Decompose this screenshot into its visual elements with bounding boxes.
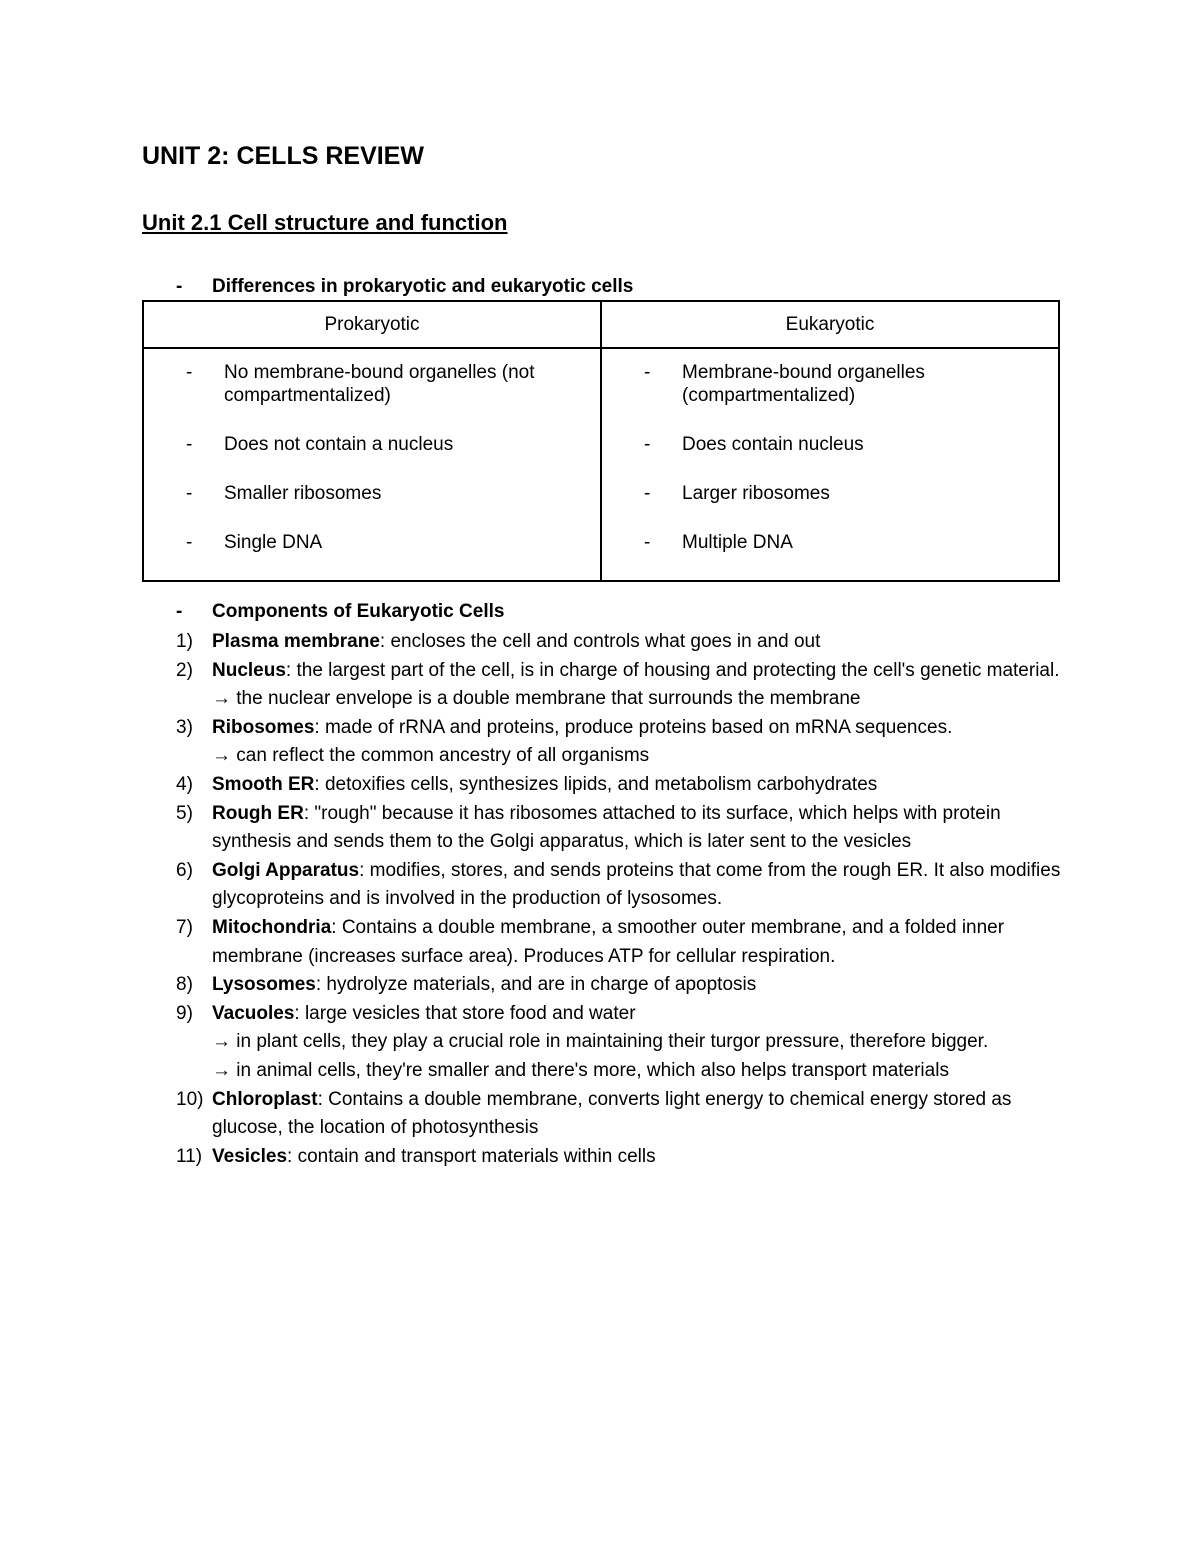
list-dash: -	[186, 532, 193, 553]
prokaryotic-item-text: Smaller ribosomes	[224, 483, 382, 504]
heading-dash: -	[176, 601, 183, 622]
eukaryotic-item-text: Multiple DNA	[682, 532, 793, 553]
heading-dash: -	[176, 276, 183, 297]
eukaryotic-list-item	[602, 361, 1048, 407]
prokaryotic-item-text: Does not contain a nucleus	[224, 434, 454, 455]
eukaryotic-item-text: Does contain nucleus	[682, 434, 864, 455]
column-header-eukaryotic: Eukaryotic	[601, 301, 1059, 348]
component-description: : Contains a double membrane, a smoother outer membrane, and a folded inner membrane (increases surface area). Produces ATP for cellular respiration.	[212, 916, 1005, 967]
component-term: Golgi Apparatus	[212, 859, 360, 881]
component-number: 10)	[176, 1088, 204, 1110]
component-body	[212, 1143, 1076, 1172]
list-dash: -	[644, 434, 651, 455]
prokaryotic-list-item	[144, 531, 590, 554]
component-description: : made of rRNA and proteins, produce proteins based on mRNA sequences.	[314, 716, 953, 738]
document-title: UNIT 2: CELLS REVIEW	[142, 142, 424, 170]
component-body	[212, 1000, 1076, 1086]
differences-heading-text: Differences in prokaryotic and eukaryotic cells	[212, 276, 634, 297]
section-title: Unit 2.1 Cell structure and function	[142, 210, 508, 235]
component-body	[212, 800, 1076, 857]
component-term: Chloroplast	[212, 1088, 318, 1110]
component-item	[176, 1000, 1076, 1086]
component-body	[212, 971, 1076, 1000]
list-dash: -	[186, 483, 193, 504]
component-term: Smooth ER	[212, 773, 315, 795]
eukaryotic-list	[602, 361, 1048, 554]
component-body	[212, 714, 1076, 771]
component-item	[176, 628, 1076, 657]
component-note: → in plant cells, they play a crucial role in maintaining their turgor pressure, therefore bigger.	[212, 1031, 989, 1053]
component-body	[212, 1086, 1076, 1143]
component-number: 1)	[176, 631, 193, 652]
component-body	[212, 628, 1076, 657]
prokaryotic-list	[144, 361, 590, 554]
component-body	[212, 771, 1076, 800]
component-item	[176, 971, 1076, 1000]
prokaryotic-cell	[143, 348, 601, 581]
component-number: 3)	[176, 716, 193, 738]
component-description: : large vesicles that store food and water	[294, 1002, 636, 1024]
component-description: : encloses the cell and controls what goes in and out	[379, 631, 821, 652]
differences-heading	[176, 276, 633, 298]
component-body	[212, 914, 1076, 971]
component-number: 6)	[176, 859, 193, 881]
component-item	[176, 657, 1076, 714]
component-number: 7)	[176, 916, 193, 938]
list-dash: -	[644, 362, 651, 383]
component-description: : Contains a double membrane, converts light energy to chemical energy stored as glucose, the location of photosynthesis	[212, 1088, 1012, 1139]
component-item	[176, 1086, 1076, 1143]
component-description: : detoxifies cells, synthesizes lipids, and metabolism carbohydrates	[314, 773, 878, 795]
component-term: Rough ER	[212, 802, 304, 824]
prokaryotic-item-text: Single DNA	[224, 532, 323, 553]
component-term: Vacuoles	[212, 1002, 295, 1024]
eukaryotic-item-text: Larger ribosomes	[682, 483, 830, 504]
components-list	[176, 628, 1076, 1171]
list-dash: -	[186, 434, 193, 455]
list-dash: -	[186, 362, 193, 383]
component-number: 2)	[176, 659, 193, 681]
prokaryotic-item-text: No membrane-bound organelles (not compartmentalized)	[224, 362, 535, 406]
component-description: : "rough" because it has ribosomes attached to its surface, which helps with protein synthesis and sends them to the Golgi apparatus, which is later sent to the vesicles	[212, 802, 1001, 853]
component-note: → can reflect the common ancestry of all organisms	[212, 745, 650, 767]
component-item	[176, 914, 1076, 971]
components-heading	[176, 601, 504, 623]
eukaryotic-cell	[601, 348, 1059, 581]
prokaryotic-list-item	[144, 361, 590, 407]
prokaryotic-list-item	[144, 482, 590, 505]
component-description: : contain and transport materials within cells	[287, 1145, 656, 1167]
list-dash: -	[644, 532, 651, 553]
component-description: : the largest part of the cell, is in charge of housing and protecting the cell's genetic material.	[285, 659, 1060, 681]
component-term: Lysosomes	[212, 974, 316, 996]
list-dash: -	[644, 483, 651, 504]
component-number: 4)	[176, 773, 193, 795]
component-number: 9)	[176, 1002, 193, 1024]
prokaryotic-list-item	[144, 433, 590, 456]
component-item	[176, 857, 1076, 914]
component-item	[176, 800, 1076, 857]
components-heading-text: Components of Eukaryotic Cells	[212, 601, 505, 622]
comparison-table	[142, 300, 1060, 582]
component-number: 8)	[176, 974, 193, 996]
component-item	[176, 771, 1076, 800]
component-term: Mitochondria	[212, 916, 332, 938]
component-number: 5)	[176, 802, 193, 824]
eukaryotic-list-item	[602, 433, 1048, 456]
component-item	[176, 714, 1076, 771]
component-term: Ribosomes	[212, 716, 315, 738]
component-term: Nucleus	[212, 659, 286, 681]
eukaryotic-item-text: Membrane-bound organelles (compartmentalized)	[682, 362, 925, 406]
component-term: Vesicles	[212, 1145, 288, 1167]
component-body	[212, 657, 1076, 714]
component-item	[176, 1143, 1076, 1172]
component-term: Plasma membrane	[212, 631, 380, 652]
eukaryotic-list-item	[602, 531, 1048, 554]
component-description: : hydrolyze materials, and are in charge of apoptosis	[315, 974, 757, 996]
component-description: : modifies, stores, and sends proteins that come from the rough ER. It also modifies glycoproteins and is involved in the production of lysosomes.	[212, 859, 1061, 910]
column-header-prokaryotic: Prokaryotic	[143, 301, 601, 348]
eukaryotic-list-item	[602, 482, 1048, 505]
component-body	[212, 857, 1076, 914]
component-note: → the nuclear envelope is a double membrane that surrounds the membrane	[212, 688, 861, 710]
component-number: 11)	[176, 1145, 203, 1167]
component-note: → in animal cells, they're smaller and there's more, which also helps transport materials	[212, 1059, 949, 1081]
